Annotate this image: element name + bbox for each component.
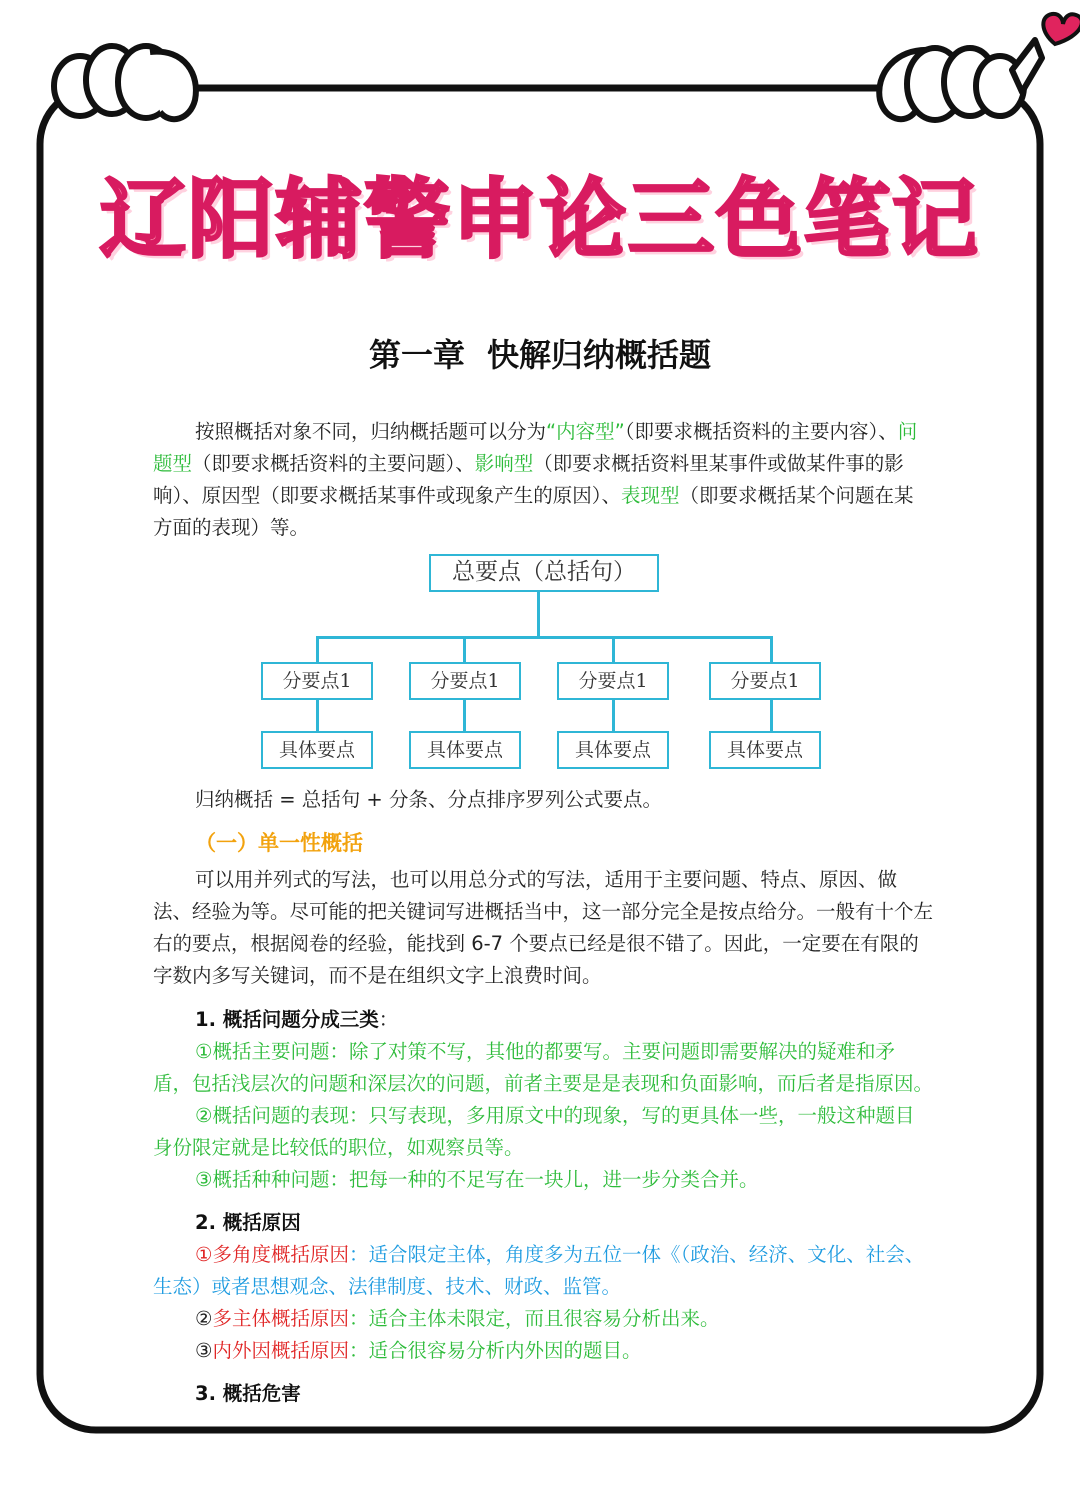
diagram-detail-box: 具体要点 — [709, 731, 821, 769]
diagram-point-box: 分要点1 — [709, 662, 821, 700]
intro-paragraph — [153, 416, 933, 544]
item-2c-num: ③ — [195, 1339, 213, 1362]
item-2-heading: 2. 概括原因 — [195, 1211, 301, 1234]
formula-text: 归纳概括 = 总括句 + 分条、分点排序罗列公式要点。 — [195, 788, 662, 811]
diagram-connector — [316, 700, 319, 732]
formula-line — [153, 784, 933, 816]
left-hand-icon — [54, 46, 196, 119]
intro-text: （即要求概括资料里某事件或做某件事的影响）、原因型（即要求概括某事件或现象产生的原因）、 — [153, 452, 904, 507]
item-2b-label: 多主体概括原因 — [212, 1307, 349, 1330]
type-content: “内容型” — [546, 420, 625, 443]
heart-icon — [1043, 14, 1080, 44]
intro-text: （即要求概括某个问题在某方面的表现）等。 — [153, 484, 914, 539]
diagram-point-box: 分要点1 — [409, 662, 521, 700]
diagram-connector — [316, 636, 319, 662]
diagram-connector — [537, 592, 540, 638]
diagram-connector — [463, 636, 466, 662]
diagram-detail-box: 具体要点 — [409, 731, 521, 769]
diagram-point-box: 分要点1 — [557, 662, 669, 700]
type-manifestation: 表现型 — [621, 484, 680, 507]
section-1-text: 可以用并列式的写法，也可以用总分式的写法，适用于主要问题、特点、原因、做法、经验为等。尽可能的把关键词写进概括当中，这一部分完全是按点给分。一般有十个左右的要点，根据阅卷的经验，能找到 6-7 个要点已经是很不错了。因此，一定要在有限的字数内多写关键词，而不是在组织文字上浪费时间。 — [153, 868, 934, 987]
item-1 — [153, 1004, 933, 1196]
chapter-name: 快解归纳概括题 — [487, 336, 712, 374]
diagram-connector — [770, 636, 773, 662]
page-title: 辽阳辅警申论三色笔记 — [100, 170, 980, 270]
item-2a-text: ：适合限定主体，角度多为五位一体《（政治、经济、文化、社会、生态）或者思想观念、法律制度、技术、财政、监管。 — [153, 1243, 925, 1298]
intro-text: （即要求概括资料的主要问题）、 — [192, 452, 475, 475]
item-2 — [153, 1207, 933, 1367]
item-1-heading: 1. 概括问题分成三类 — [195, 1008, 379, 1031]
type-impact: 影响型 — [474, 452, 534, 475]
diagram-connector — [463, 700, 466, 732]
diagram-top-box: 总要点（总括句） — [429, 554, 659, 592]
intro-text: （即要求概括资料的主要内容）、 — [624, 420, 898, 443]
diagram-connector — [316, 636, 773, 639]
intro-text: 按照概括对象不同，归纳概括题可以分为 — [195, 420, 547, 443]
item-1c: ③概括种种问题：把每一种的不足写在一块儿，进一步分类合并。 — [195, 1168, 759, 1191]
diagram-detail-box: 具体要点 — [261, 731, 373, 769]
item-1b: ②概括问题的表现：只写表现，多用原文中的现象，写的更具体一些，一般这种题目身份限定就是比较低的职位，如观察员等。 — [153, 1104, 915, 1159]
diagram-point-box: 分要点1 — [261, 662, 373, 700]
type-problem: 问题型 — [153, 420, 918, 475]
section-1 — [153, 827, 933, 859]
chapter-number: 第一章 — [368, 336, 465, 374]
item-2c-label: 内外因概括原因 — [212, 1339, 349, 1362]
section-1-body — [153, 864, 933, 992]
diagram-detail-box: 具体要点 — [557, 731, 669, 769]
item-2c-text: ：适合很容易分析内外因的题目。 — [349, 1339, 642, 1362]
item-2a-label: ①多角度概括原因 — [195, 1243, 349, 1266]
item-3 — [153, 1378, 933, 1410]
chapter-heading — [0, 330, 1080, 376]
item-2b-num: ② — [195, 1307, 213, 1330]
item-1-colon: ： — [378, 1008, 399, 1031]
item-3-heading: 3. 概括危害 — [195, 1382, 301, 1405]
diagram-connector — [770, 700, 773, 732]
section-1-heading: （一）单一性概括 — [195, 831, 363, 855]
right-hand-icon — [879, 40, 1042, 120]
summary-diagram — [0, 550, 1080, 775]
item-2b-text: ：适合主体未限定，而且很容易分析出来。 — [349, 1307, 720, 1330]
diagram-connector — [612, 636, 615, 662]
item-1a: ①概括主要问题：除了对策不写，其他的都要写。主要问题即需要解决的疑难和矛盾，包括浅层次的问题和深层次的问题，前者主要是是表现和负面影响，而后者是指原因。 — [153, 1040, 934, 1095]
diagram-connector — [612, 700, 615, 732]
